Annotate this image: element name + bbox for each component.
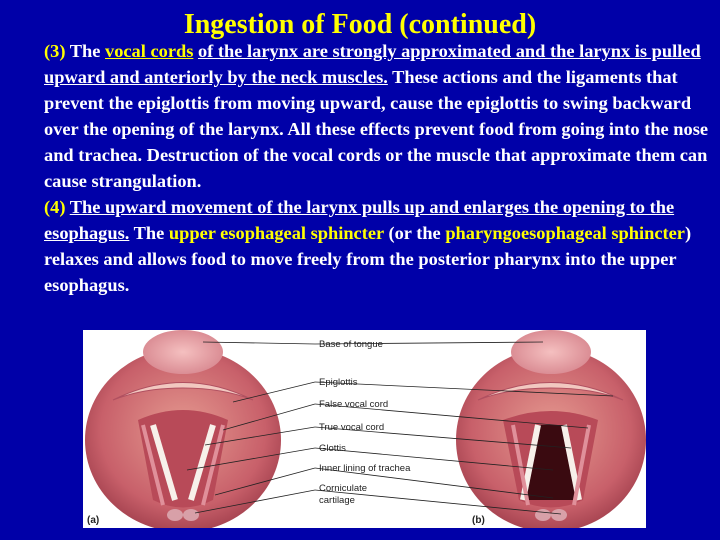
label-epiglottis: Epiglottis xyxy=(319,377,358,388)
label-cartilage: cartilage xyxy=(319,495,355,506)
para4-text-2: The xyxy=(133,223,165,243)
label-glottis: Glottis xyxy=(319,443,346,454)
para4-pharyngo-sphincter: pharyngoesophageal sphincter xyxy=(445,223,685,243)
larynx-illustration xyxy=(83,330,646,528)
label-true-vocal-cord: True vocal cord xyxy=(319,422,385,433)
label-false-vocal-cord: False vocal cord xyxy=(319,399,389,410)
para4-text-3: (or the xyxy=(388,223,441,243)
label-inner-lining-trachea: Inner lining of trachea xyxy=(319,463,411,474)
larynx-figure xyxy=(83,330,646,528)
para3-vocal-cords: vocal cords xyxy=(105,41,194,61)
panel-b-image xyxy=(456,330,646,528)
slide-title: Ingestion of Food (continued) xyxy=(183,9,537,40)
label-corniculate: Corniculate xyxy=(319,483,368,494)
para3-text-2: of the larynx are strongly approximated and the larynx is pulled upward and anteriorly by the neck muscles. xyxy=(44,41,701,87)
panel-a-tag: (a) xyxy=(87,515,100,526)
para3-text-3: These actions and the ligaments that prevent the epiglottis from moving upward, cause the epiglottis to swing backward over the opening of the larynx. All these effects prevent food from going into the nose and trachea. Destruction of the vocal cords or the muscle that approximate them can cause strangulation. xyxy=(44,67,709,191)
panel-b-tag: (b) xyxy=(472,515,485,526)
para3-text-1: The xyxy=(69,41,101,61)
para4-text-4: ) relaxes and allows food to move freely from the posterior pharynx into the upper esophagus. xyxy=(44,223,692,295)
para4-upper-sphincter: upper esophageal sphincter xyxy=(168,223,384,243)
para3-number: (3) xyxy=(44,41,66,61)
para4-number: (4) xyxy=(44,197,66,217)
panel-a-image xyxy=(85,330,281,528)
label-base-of-tongue: Base of tongue xyxy=(319,339,383,350)
para4-text-1: The upward movement of the larynx pulls up and enlarges the opening to the esophagus. xyxy=(44,197,675,243)
slide-body xyxy=(44,38,714,298)
